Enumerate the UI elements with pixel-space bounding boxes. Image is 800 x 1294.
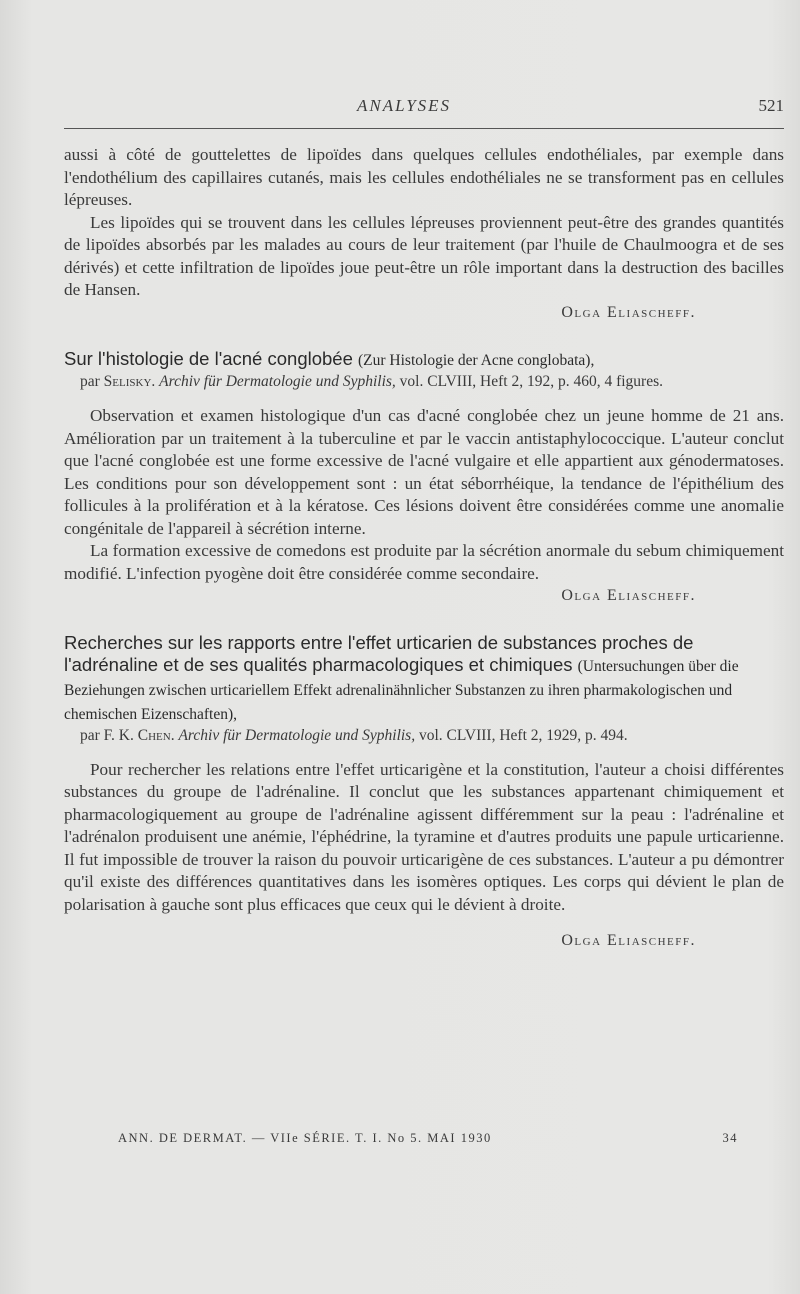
article2-paragraph-1: Pour rechercher les relations entre l'effet urticarigène et la constitution, l'auteur a choisi différentes substances du groupe de l'adrénaline. Il conclut que les substances appartenant chimiquement et pharmacologiquement au groupe de l'adrénaline agissent différemment sur la peau : l'adrénaline et l'adrénalon produisent une anémie, l'éphédrine, la tyramine et d'autres produits une papule urticarienne. Il fut impossible de trouver la raison du pouvoir urticarigène de ces substances. L'auteur a pu démontrer qu'il existe des différences quantitatives dans les isomères optiques. Les corps qui dévient le plan de polarisation à gauche sont plus efficaces que ceux qui le dévient à droite. (64, 759, 784, 914)
article1-original-title: (Zur Histologie der Acne conglobata), (358, 352, 595, 369)
article2-signature: Olga Eliascheff. (561, 932, 696, 949)
article2-heading (64, 632, 784, 726)
article2-original-title: (Untersuchungen über die Beziehungen zwischen urticariellem Effekt adrenalinähnlicher Substanzen zu ihren pharmakologischen und chemischen Eizenschaften), (64, 657, 739, 723)
article1-citation: vol. CLVIII, Heft 2, 192, p. 460, 4 figures. (399, 373, 663, 390)
page-number: 521 (758, 96, 784, 115)
intro-paragraph-2: Les lipoïdes qui se trouvent dans les cellules lépreuses proviennent peut-être des grandes quantités de lipoïdes absorbés par les malades au cours de leur traitement (par l'huile de Chaulmoogra et de ses dérivés) et cette infiltration de lipoïdes joue peut-être un rôle important dans la destruction des bacilles de Hansen. (64, 212, 784, 299)
header-rule (64, 128, 784, 129)
article1-par: par (80, 373, 100, 390)
article2-author: F. K. Chen. (103, 726, 175, 744)
intro-paragraph-1: aussi à côté de gouttelettes de lipoïdes dans quelques cellules endothéliales, par exemple dans l'endothélium des capillaires cutanés, mais les cellules endothéliales ne se transforment pas en cellules lépreuses. (64, 145, 784, 209)
article1-heading (64, 348, 784, 372)
article1-paragraph-1: Observation et examen histologique d'un cas d'acné conglobée chez un jeune homme de 21 ans. Amélioration par un traitement à la tuberculine et par le vaccin antistaphylococcique. L'auteur conclut que l'acné conglobée est une forme excessive de l'acné vulgaire et elle appartient aux génodermatoses. Les conditions pour son développement sont : un état séborrhéique, la tendance de l'épithélium des follicules à la prolifération et à la kératose. Ces lésions doivent être considérées comme une anomalie congénitale de l'appareil à sécrétion interne. (64, 406, 784, 538)
article2-reference (64, 726, 784, 745)
article1-reference (64, 372, 784, 391)
article2-journal: Archiv für Dermatologie und Syphilis, (178, 726, 416, 744)
footer-sheet-number: 34 (722, 1131, 738, 1145)
article2-citation: vol. CLVIII, Heft 2, 1929, p. 494. (418, 726, 628, 744)
article1-journal: Archiv für Dermatologie und Syphilis, (159, 373, 396, 390)
page-header (64, 96, 784, 126)
intro-signature: Olga Eliascheff. (561, 303, 696, 321)
article1-title: Sur l'histologie de l'acné conglobée (64, 348, 353, 369)
article1-signature: Olga Eliascheff. (561, 587, 696, 604)
article1-author: Selisky. (103, 373, 156, 390)
article2-title: Recherches sur les rapports entre l'effet urticarien de substances proches de l'adrénaline et de ses qualités pharmacologiques et chimiques (64, 631, 694, 675)
page-body (64, 144, 784, 953)
page-footer (118, 1131, 738, 1146)
article2-par: par (80, 726, 100, 744)
article1-paragraph-2: La formation excessive de comedons est produite par la sécrétion anormale du sebum chimiquement modifié. L'infection pyogène doit être considérée comme secondaire. (64, 541, 784, 583)
running-title: ANALYSES (356, 96, 452, 115)
footer-journal-info: ANN. DE DERMAT. — VIIe SÉRIE. T. I. No 5. MAI 1930 (118, 1131, 492, 1145)
